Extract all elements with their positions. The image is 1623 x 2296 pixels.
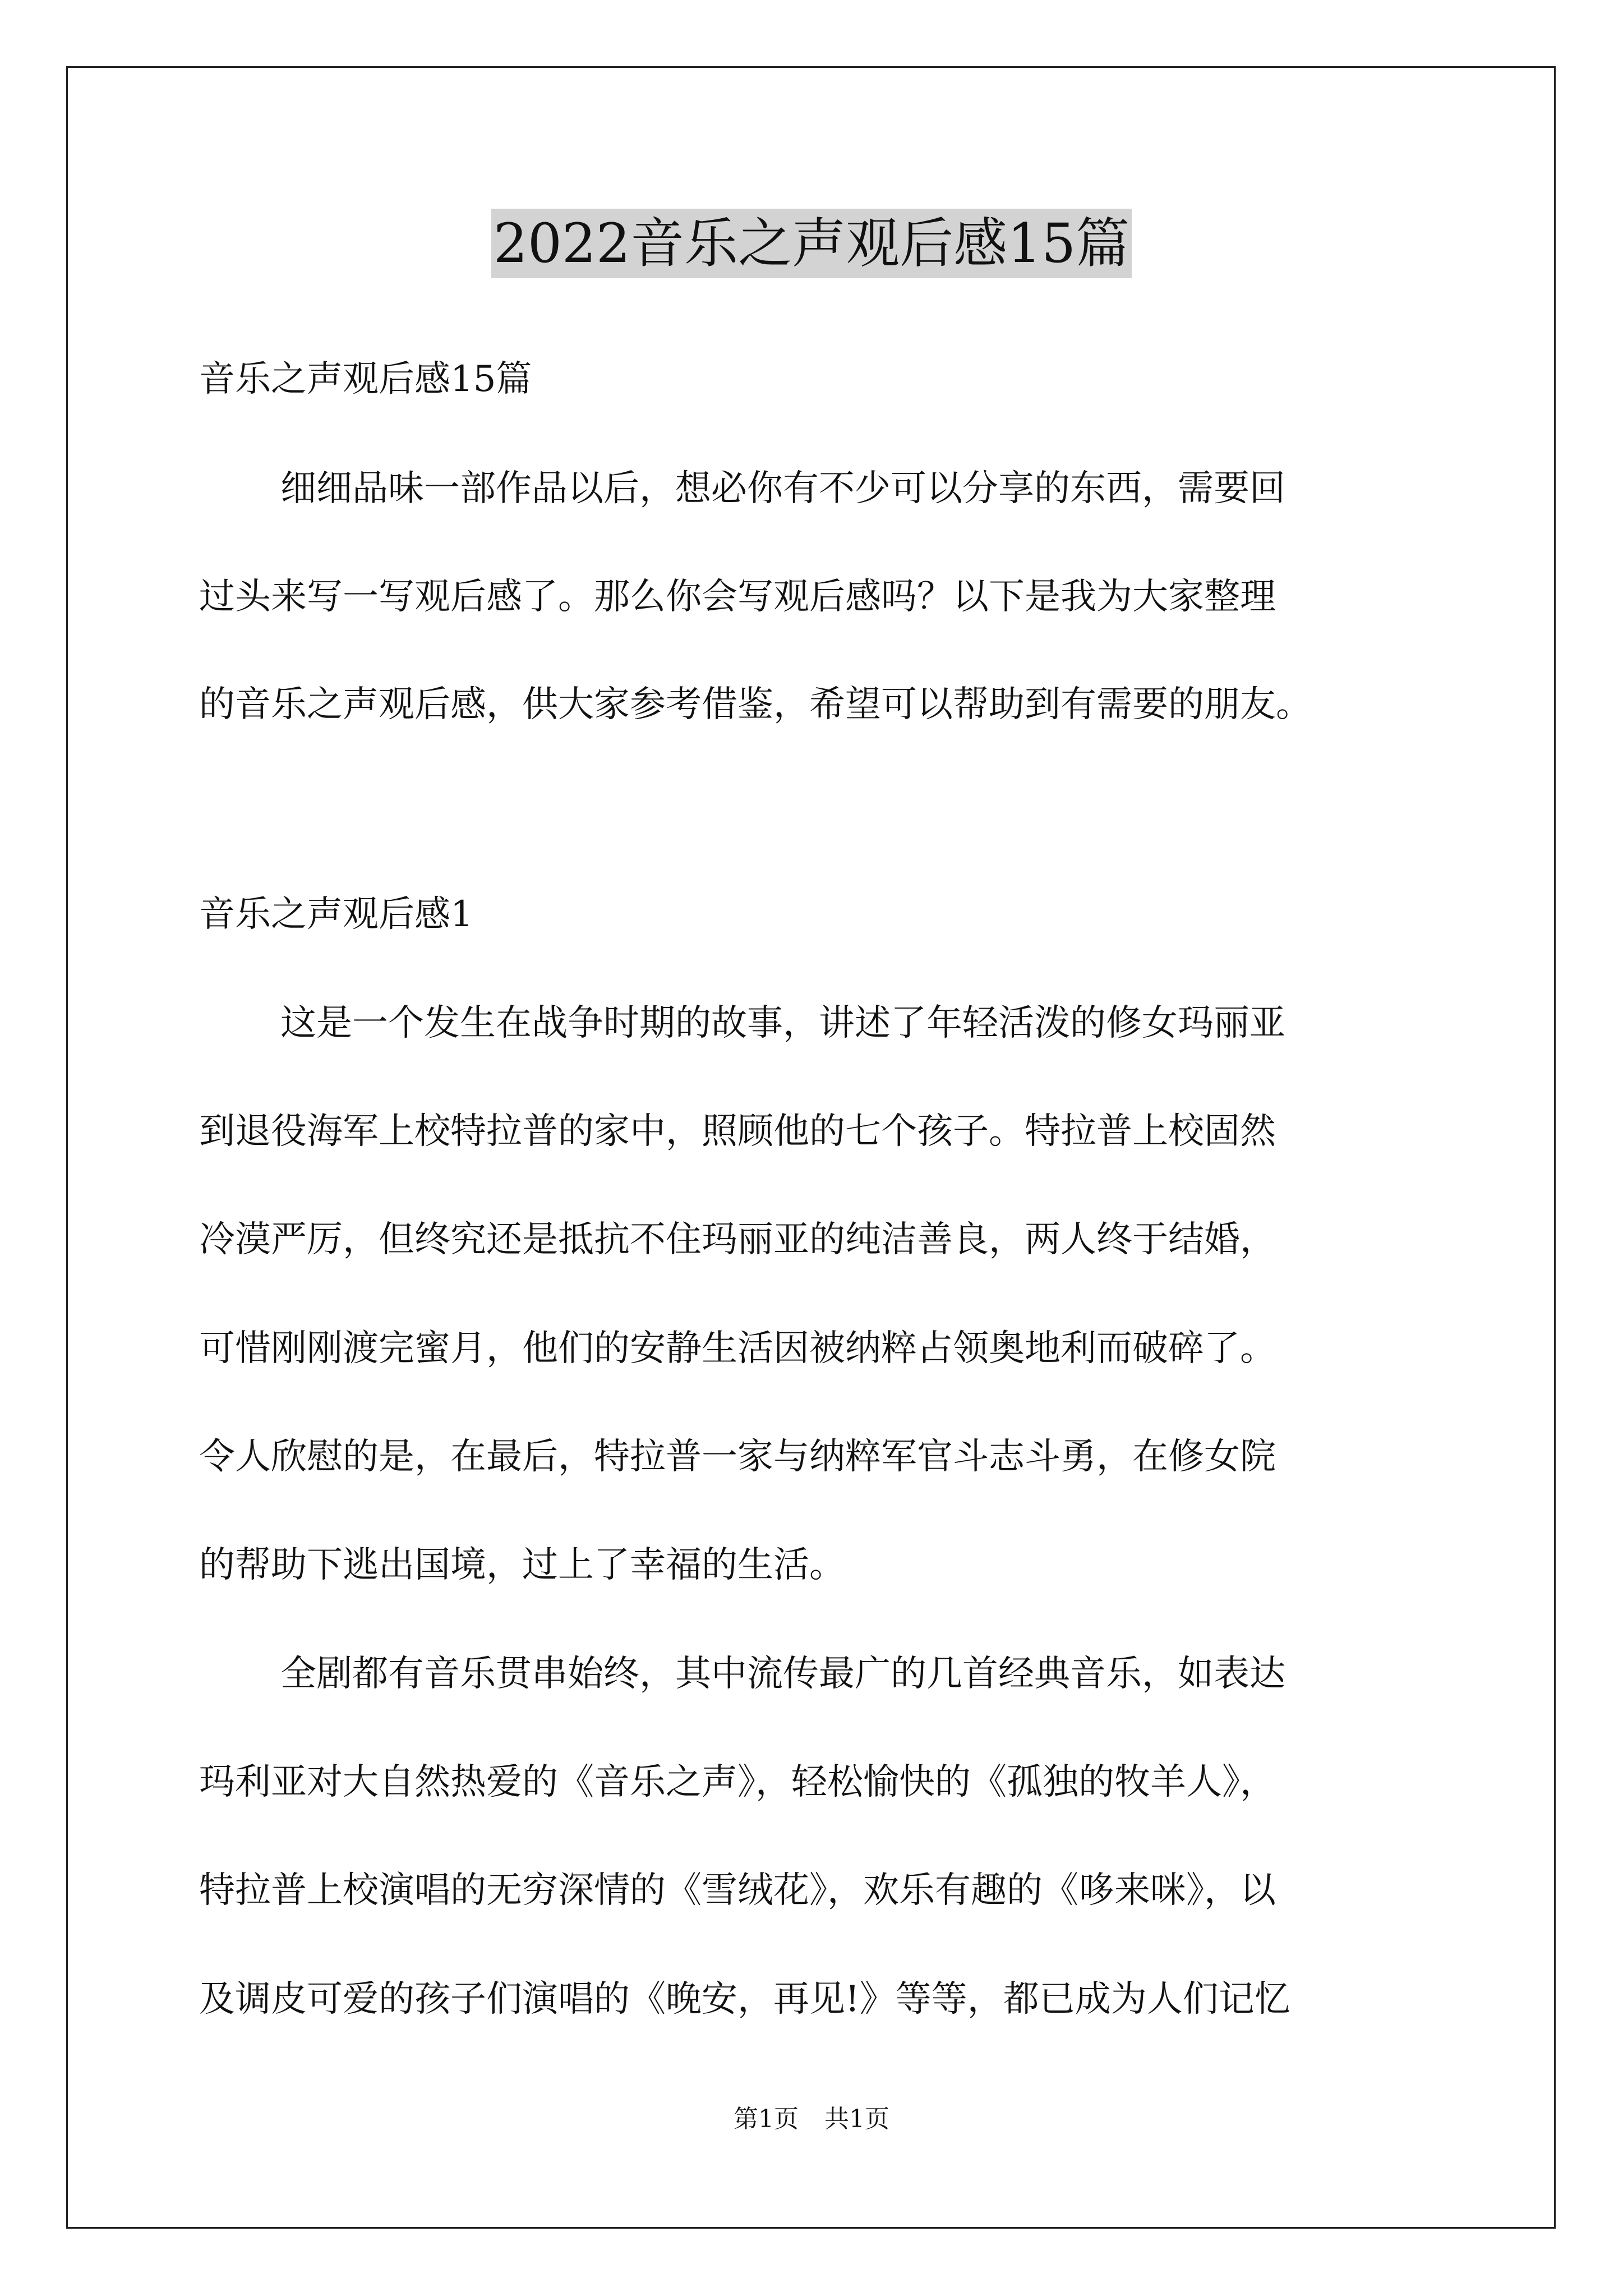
- intro-line-3: 的音乐之声观后感，供大家参考借鉴，希望可以帮助到有需要的朋友。: [199, 684, 1312, 725]
- intro-line-1: 细细品味一部作品以后，想必你有不少可以分享的东西，需要回: [280, 468, 1285, 509]
- paragraph-line: 及调皮可爱的孩子们演唱的《晚安，再见!》等等，都已成为人们记忆: [199, 1978, 1290, 2020]
- title-wrap: [0, 209, 1623, 278]
- paragraph-line: 特拉普上校演唱的无穷深情的《雪绒花》，欢乐有趣的《哆来咪》，以: [199, 1870, 1276, 1911]
- paragraph-line: 令人欣慰的是，在最后，特拉普一家与纳粹军官斗志斗勇，在修女院: [199, 1436, 1276, 1478]
- paragraph-line: 这是一个发生在战争时期的故事，讲述了年轻活泼的修女玛丽亚: [280, 1002, 1285, 1044]
- intro-line-2: 过头来写一写观后感了。那么你会写观后感吗？以下是我为大家整理: [199, 576, 1276, 618]
- document-title: 2022音乐之声观后感15篇: [491, 209, 1132, 278]
- page-number-total: 共1页: [824, 2105, 889, 2133]
- paragraph-line: 冷漠严厉，但终究还是抵抗不住玛丽亚的纯洁善良，两人终于结婚，: [199, 1219, 1276, 1260]
- paragraph-line: 到退役海军上校特拉普的家中，照顾他的七个孩子。特拉普上校固然: [199, 1111, 1276, 1152]
- section-heading: 音乐之声观后感1: [199, 894, 473, 935]
- paragraph-line: 的帮助下逃出国境，过上了幸福的生活。: [199, 1544, 845, 1586]
- page-footer: [0, 2104, 1623, 2135]
- document-subtitle: 音乐之声观后感15篇: [199, 358, 532, 400]
- paragraph-line: 可惜刚刚渡完蜜月，他们的安静生活因被纳粹占领奥地利而破碎了。: [199, 1328, 1276, 1369]
- paragraph-line: 全剧都有音乐贯串始终，其中流传最广的几首经典音乐，如表达: [280, 1653, 1285, 1695]
- page-number-current: 第1页: [734, 2105, 799, 2133]
- paragraph-line: 玛利亚对大自然热爱的《音乐之声》，轻松愉快的《孤独的牧羊人》，: [199, 1761, 1276, 1803]
